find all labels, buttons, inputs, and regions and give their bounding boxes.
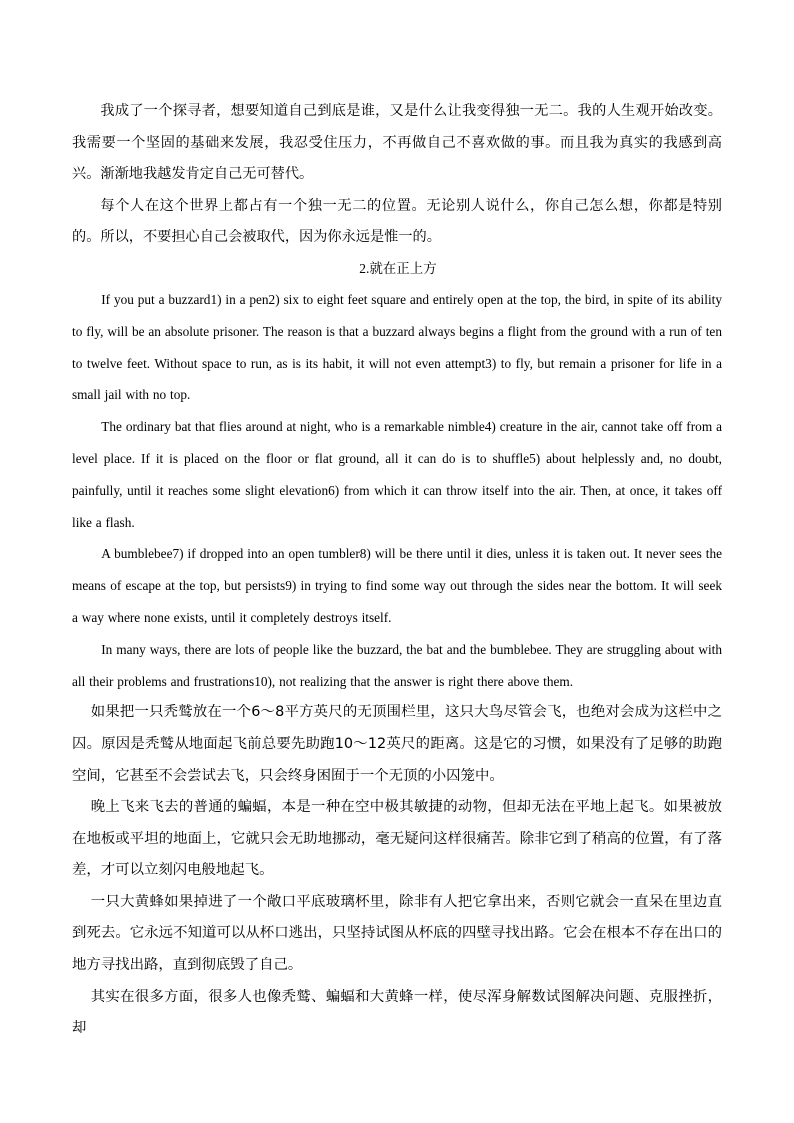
translation-paragraph-3: 一只大黄蜂如果掉进了一个敞口平底玻璃杯里，除非有人把它拿出来，否则它就会一直呆在里边直到死去。它永远不知道可以从杯口逃出，只坚持试图从杯底的四壁寻找出路。它会在根本不存在出口的地方寻找出路，直到彻底毁了自己。: [72, 893, 722, 974]
translation-paragraph-2: 晚上飞来飞去的普通的蝙蝠，本是一种在空中极其敏捷的动物，但却无法在平地上起飞。如果被放在地板或平坦的地面上，它就只会无助地挪动，毫无疑问这样很痛苦。除非它到了稍高的位置，有了落差，才可以立刻闪电般地起飞。: [72, 799, 722, 879]
section-heading: 2.就在正上方: [359, 260, 437, 276]
translation-paragraph-4: 其实在很多方面，很多人也像秃鹫、蝙蝠和大黄蜂一样，使尽浑身解数试图解决问题、克服挫折，却: [72, 988, 722, 1037]
english-paragraph-2: The ordinary bat that flies around at night, who is a remarkable nimble4) creature in the air, cannot take off from a level place. If it is placed on the floor or flat ground, all it can do is to shuffle5) about helplessly and, no doubt, painfully, until it reaches some slight elevation6) from which it can throw itself into the air. Then, at once, it takes off like a flash.: [72, 419, 722, 530]
intro-paragraph-1: 我成了一个探寻者，想要知道自己到底是谁，又是什么让我变得独一无二。我的人生观开始改变。我需要一个坚固的基础来发展，我忍受住压力，不再做自己不喜欢做的事。而且我为真实的我感到高兴。渐渐地我越发肯定自己无可替代。: [72, 103, 722, 183]
translation-paragraph-1: 如果把一只秃鹫放在一个6～8平方英尺的无顶围栏里，这只大鸟尽管会飞，也绝对会成为这栏中之囚。原因是秃鹫从地面起飞前总要先助跑10～12英尺的距离。这是它的习惯，如果没有了足够的助跑空间，它甚至不会尝试去飞，只会终身困囿于一个无顶的小囚笼中。: [72, 704, 722, 784]
english-paragraph-3: A bumblebee7) if dropped into an open tumbler8) will be there until it dies, unless it is taken out. It never sees the means of escape at the top, but persists9) in trying to find some way out through the sides near the bottom. It will seek a way where none exists, until it completely destroys itself.: [72, 546, 722, 625]
document-page: [72, 96, 722, 1045]
english-paragraph-4: In many ways, there are lots of people like the buzzard, the bat and the bumblebee. They are struggling about with all their problems and frustrations10), not realizing that the answer is right there above them.: [72, 641, 722, 689]
intro-paragraph-2: 每个人在这个世界上都占有一个独一无二的位置。无论别人说什么，你自己怎么想，你都是特别的。所以，不要担心自己会被取代，因为你永远是惟一的。: [72, 197, 722, 246]
english-paragraph-1: If you put a buzzard1) in a pen2) six to eight feet square and entirely open at the top, the bird, in spite of its ability to fly, will be an absolute prisoner. The reason is that a buzzard always begins a flight from the ground with a run of ten to twelve feet. Without space to run, as is its habit, it will not even attempt3) to fly, but remain a prisoner for life in a small jail with no top.: [72, 291, 722, 403]
